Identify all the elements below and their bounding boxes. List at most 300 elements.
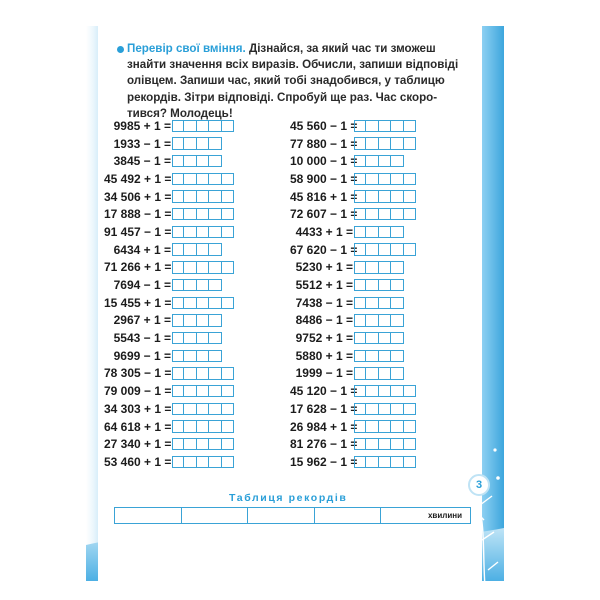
exercise-row — [290, 241, 416, 259]
answer-digit-box[interactable] — [197, 155, 209, 167]
answer-digit-box[interactable] — [172, 456, 184, 468]
answer-digit-box[interactable] — [404, 438, 416, 450]
answer-boxes — [354, 120, 416, 132]
answer-digit-box[interactable] — [222, 403, 234, 415]
answer-boxes — [172, 314, 222, 326]
answer-boxes — [354, 208, 416, 220]
answer-boxes — [354, 456, 416, 468]
answer-digit-box[interactable] — [379, 456, 391, 468]
exercise-row — [290, 276, 416, 294]
answer-digit-box[interactable] — [172, 279, 184, 291]
answer-digit-box[interactable] — [404, 137, 416, 149]
answer-digit-box[interactable] — [379, 243, 391, 255]
answer-digit-box[interactable] — [172, 385, 184, 397]
answer-digit-box[interactable] — [366, 297, 378, 309]
answer-boxes — [354, 173, 416, 185]
exercise-row — [290, 329, 416, 347]
answer-boxes — [172, 438, 234, 450]
answer-boxes — [172, 243, 222, 255]
answer-digit-box[interactable] — [222, 385, 234, 397]
answer-digit-box[interactable] — [222, 420, 234, 432]
answer-digit-box[interactable] — [184, 297, 196, 309]
expression: 15 455 + 1 = — [104, 295, 172, 310]
answer-digit-box[interactable] — [197, 385, 209, 397]
expression: 64 618 + 1 = — [104, 419, 172, 434]
expression: 71 266 + 1 = — [104, 260, 172, 275]
answer-digit-box[interactable] — [379, 261, 391, 273]
answer-digit-box[interactable] — [209, 279, 221, 291]
exercise-row — [290, 294, 416, 312]
answer-boxes — [172, 332, 222, 344]
answer-digit-box[interactable] — [354, 190, 366, 202]
expression: 79 009 − 1 = — [104, 384, 172, 399]
answer-boxes — [172, 208, 234, 220]
answer-digit-box[interactable] — [184, 173, 196, 185]
answer-digit-box[interactable] — [391, 385, 403, 397]
exercise-row — [290, 347, 416, 365]
answer-digit-box[interactable] — [379, 208, 391, 220]
expression: 78 305 − 1 = — [104, 366, 172, 381]
answer-digit-box[interactable] — [222, 208, 234, 220]
record-cell[interactable] — [115, 508, 182, 523]
answer-digit-box[interactable] — [366, 190, 378, 202]
answer-digit-box[interactable] — [172, 137, 184, 149]
answer-digit-box[interactable] — [404, 243, 416, 255]
exercise-row — [290, 223, 416, 241]
answer-digit-box[interactable] — [172, 314, 184, 326]
expression: 34 506 + 1 = — [104, 189, 172, 204]
answer-digit-box[interactable] — [184, 137, 196, 149]
answer-digit-box[interactable] — [366, 208, 378, 220]
answer-digit-box[interactable] — [197, 120, 209, 132]
answer-boxes — [354, 420, 416, 432]
instruction-line-5: тився? Молодець! — [127, 106, 233, 120]
expression: 9752 + 1 = — [295, 331, 353, 346]
answer-digit-box[interactable] — [354, 120, 366, 132]
answer-digit-box[interactable] — [366, 420, 378, 432]
answer-digit-box[interactable] — [222, 190, 234, 202]
answer-digit-box[interactable] — [184, 120, 196, 132]
answer-digit-box[interactable] — [172, 420, 184, 432]
answer-digit-box[interactable] — [366, 403, 378, 415]
record-cell-minutes[interactable] — [381, 508, 470, 523]
answer-digit-box[interactable] — [366, 173, 378, 185]
record-cell[interactable] — [182, 508, 249, 523]
answer-digit-box[interactable] — [197, 403, 209, 415]
answer-digit-box[interactable] — [184, 420, 196, 432]
answer-digit-box[interactable] — [184, 456, 196, 468]
answer-digit-box[interactable] — [354, 456, 366, 468]
exercise-row — [104, 312, 234, 330]
answer-digit-box[interactable] — [209, 261, 221, 273]
answer-digit-box[interactable] — [197, 456, 209, 468]
answer-digit-box[interactable] — [366, 155, 378, 167]
expression: 45 816 + 1 = — [290, 189, 358, 204]
answer-digit-box[interactable] — [184, 190, 196, 202]
answer-digit-box[interactable] — [354, 226, 366, 238]
exercise-row — [290, 117, 416, 135]
answer-digit-box[interactable] — [391, 367, 403, 379]
answer-digit-box[interactable] — [354, 350, 366, 362]
task-instructions — [115, 41, 482, 122]
answer-digit-box[interactable] — [172, 120, 184, 132]
answer-digit-box[interactable] — [379, 297, 391, 309]
answer-digit-box[interactable] — [354, 208, 366, 220]
answer-digit-box[interactable] — [197, 226, 209, 238]
record-cell[interactable] — [315, 508, 382, 523]
answer-digit-box[interactable] — [184, 279, 196, 291]
answer-digit-box[interactable] — [379, 403, 391, 415]
exercise-row — [104, 365, 234, 383]
expression: 45 120 − 1 = — [290, 384, 358, 399]
answer-digit-box[interactable] — [222, 456, 234, 468]
exercise-row — [290, 152, 416, 170]
answer-digit-box[interactable] — [354, 403, 366, 415]
exercise-row — [290, 170, 416, 188]
answer-digit-box[interactable] — [379, 120, 391, 132]
answer-boxes — [354, 243, 416, 255]
answer-digit-box[interactable] — [379, 279, 391, 291]
answer-digit-box[interactable] — [404, 120, 416, 132]
expression: 91 457 − 1 = — [104, 224, 172, 239]
exercise-row — [104, 453, 234, 471]
answer-boxes — [354, 385, 416, 397]
exercise-row — [104, 223, 234, 241]
answer-digit-box[interactable] — [366, 350, 378, 362]
answer-digit-box[interactable] — [354, 279, 366, 291]
answer-digit-box[interactable] — [379, 173, 391, 185]
answer-digit-box[interactable] — [391, 438, 403, 450]
answer-digit-box[interactable] — [209, 120, 221, 132]
answer-digit-box[interactable] — [197, 367, 209, 379]
answer-digit-box[interactable] — [172, 173, 184, 185]
answer-digit-box[interactable] — [354, 438, 366, 450]
answer-digit-box[interactable] — [209, 456, 221, 468]
answer-digit-box[interactable] — [404, 456, 416, 468]
expression: 3845 − 1 = — [113, 154, 171, 169]
answer-digit-box[interactable] — [209, 385, 221, 397]
answer-digit-box[interactable] — [354, 420, 366, 432]
answer-digit-box[interactable] — [391, 456, 403, 468]
answer-digit-box[interactable] — [366, 456, 378, 468]
answer-digit-box[interactable] — [404, 420, 416, 432]
answer-digit-box[interactable] — [404, 385, 416, 397]
answer-digit-box[interactable] — [222, 297, 234, 309]
answer-boxes — [172, 403, 234, 415]
answer-digit-box[interactable] — [354, 297, 366, 309]
answer-digit-box[interactable] — [366, 279, 378, 291]
answer-digit-box[interactable] — [172, 208, 184, 220]
answer-digit-box[interactable] — [354, 155, 366, 167]
answer-digit-box[interactable] — [354, 314, 366, 326]
answer-digit-box[interactable] — [172, 155, 184, 167]
right-margin-band — [482, 26, 504, 581]
answer-digit-box[interactable] — [184, 385, 196, 397]
expression: 27 340 + 1 = — [104, 437, 172, 452]
answer-digit-box[interactable] — [184, 314, 196, 326]
answer-digit-box[interactable] — [209, 332, 221, 344]
answer-digit-box[interactable] — [391, 314, 403, 326]
answer-digit-box[interactable] — [209, 420, 221, 432]
answer-digit-box[interactable] — [391, 155, 403, 167]
instruction-line-4: рекордів. Зітри відповіді. Спробуй ще раз. Час скоро- — [127, 90, 438, 104]
answer-digit-box[interactable] — [209, 190, 221, 202]
answer-boxes — [172, 456, 234, 468]
answer-digit-box[interactable] — [366, 243, 378, 255]
answer-boxes — [172, 297, 234, 309]
answer-digit-box[interactable] — [184, 226, 196, 238]
answer-digit-box[interactable] — [197, 279, 209, 291]
exercise-row — [104, 117, 234, 135]
answer-digit-box[interactable] — [172, 243, 184, 255]
answer-digit-box[interactable] — [379, 385, 391, 397]
answer-digit-box[interactable] — [391, 243, 403, 255]
answer-boxes — [172, 350, 222, 362]
task-title: Перевір свої вміння. — [127, 42, 246, 55]
answer-digit-box[interactable] — [366, 438, 378, 450]
expression: 77 880 − 1 = — [290, 136, 358, 151]
answer-digit-box[interactable] — [379, 332, 391, 344]
answer-digit-box[interactable] — [209, 173, 221, 185]
exercise-row — [290, 205, 416, 223]
answer-digit-box[interactable] — [209, 367, 221, 379]
answer-digit-box[interactable] — [379, 155, 391, 167]
answer-boxes — [354, 438, 416, 450]
answer-boxes — [354, 226, 404, 238]
answer-digit-box[interactable] — [184, 367, 196, 379]
answer-digit-box[interactable] — [209, 403, 221, 415]
answer-digit-box[interactable] — [197, 420, 209, 432]
answer-boxes — [354, 350, 404, 362]
answer-digit-box[interactable] — [197, 332, 209, 344]
instruction-line-2: знайти значення всіх виразів. Обчисли, запиши відповіді — [127, 58, 459, 72]
answer-digit-box[interactable] — [379, 137, 391, 149]
answer-boxes — [172, 226, 234, 238]
answer-digit-box[interactable] — [209, 208, 221, 220]
answer-digit-box[interactable] — [197, 190, 209, 202]
answer-digit-box[interactable] — [354, 261, 366, 273]
answer-digit-box[interactable] — [197, 350, 209, 362]
answer-digit-box[interactable] — [222, 438, 234, 450]
instruction-text-1: Дізнайся, за який час ти зможеш — [248, 42, 436, 55]
answer-digit-box[interactable] — [184, 261, 196, 273]
answer-boxes — [172, 385, 234, 397]
answer-boxes — [354, 314, 404, 326]
expression: 45 492 + 1 = — [104, 171, 172, 186]
answer-digit-box[interactable] — [391, 173, 403, 185]
exercise-row — [290, 259, 416, 277]
answer-digit-box[interactable] — [184, 438, 196, 450]
answer-digit-box[interactable] — [197, 261, 209, 273]
answer-digit-box[interactable] — [366, 261, 378, 273]
answer-digit-box[interactable] — [197, 297, 209, 309]
answer-digit-box[interactable] — [354, 385, 366, 397]
expression: 7694 − 1 = — [113, 278, 171, 293]
answer-digit-box[interactable] — [172, 403, 184, 415]
answer-boxes — [172, 120, 234, 132]
answer-digit-box[interactable] — [197, 438, 209, 450]
answer-digit-box[interactable] — [172, 261, 184, 273]
answer-boxes — [172, 137, 222, 149]
expression: 34 303 + 1 = — [104, 401, 172, 416]
exercise-row — [104, 188, 234, 206]
answer-boxes — [172, 173, 234, 185]
answer-digit-box[interactable] — [222, 226, 234, 238]
answer-digit-box[interactable] — [404, 208, 416, 220]
expression: 5543 − 1 = — [113, 331, 171, 346]
answer-digit-box[interactable] — [379, 350, 391, 362]
exercise-row — [104, 276, 234, 294]
expression: 53 460 + 1 = — [104, 454, 172, 469]
answer-digit-box[interactable] — [172, 367, 184, 379]
answer-digit-box[interactable] — [366, 137, 378, 149]
right-exercise-column — [290, 117, 416, 471]
answer-boxes — [354, 332, 404, 344]
answer-digit-box[interactable] — [209, 438, 221, 450]
expression: 7438 − 1 = — [295, 295, 353, 310]
answer-boxes — [354, 155, 404, 167]
expression: 9699 − 1 = — [113, 348, 171, 363]
answer-digit-box[interactable] — [197, 243, 209, 255]
answer-digit-box[interactable] — [354, 243, 366, 255]
answer-digit-box[interactable] — [379, 438, 391, 450]
answer-digit-box[interactable] — [366, 120, 378, 132]
answer-digit-box[interactable] — [172, 226, 184, 238]
answer-digit-box[interactable] — [366, 367, 378, 379]
answer-digit-box[interactable] — [209, 137, 221, 149]
expression: 15 962 − 1 = — [290, 454, 358, 469]
answer-digit-box[interactable] — [379, 367, 391, 379]
exercise-row — [104, 347, 234, 365]
answer-digit-box[interactable] — [209, 314, 221, 326]
answer-digit-box[interactable] — [366, 314, 378, 326]
expression: 26 984 + 1 = — [290, 419, 358, 434]
answer-boxes — [354, 297, 404, 309]
answer-digit-box[interactable] — [184, 350, 196, 362]
answer-digit-box[interactable] — [379, 226, 391, 238]
instruction-line-3: олівцем. Запиши час, який тобі знадобився, у таблицю — [127, 74, 445, 88]
answer-digit-box[interactable] — [184, 208, 196, 220]
exercise-row — [104, 241, 234, 259]
exercise-row — [104, 205, 234, 223]
answer-digit-box[interactable] — [222, 120, 234, 132]
expression: 9985 + 1 = — [113, 118, 171, 133]
answer-digit-box[interactable] — [172, 350, 184, 362]
answer-digit-box[interactable] — [197, 137, 209, 149]
answer-boxes — [354, 261, 404, 273]
expression: 5230 + 1 = — [295, 260, 353, 275]
answer-digit-box[interactable] — [184, 403, 196, 415]
exercise-row — [290, 453, 416, 471]
answer-digit-box[interactable] — [184, 243, 196, 255]
expression: 67 620 − 1 = — [290, 242, 358, 257]
answer-digit-box[interactable] — [404, 403, 416, 415]
expression: 1999 − 1 = — [295, 366, 353, 381]
answer-digit-box[interactable] — [391, 226, 403, 238]
expression: 6434 + 1 = — [113, 242, 171, 257]
exercise-row — [104, 259, 234, 277]
answer-digit-box[interactable] — [391, 403, 403, 415]
answer-digit-box[interactable] — [354, 173, 366, 185]
answer-digit-box[interactable] — [197, 208, 209, 220]
answer-digit-box[interactable] — [172, 332, 184, 344]
exercise-row — [290, 435, 416, 453]
answer-digit-box[interactable] — [379, 420, 391, 432]
exercise-row — [290, 365, 416, 383]
exercise-row — [290, 188, 416, 206]
answer-digit-box[interactable] — [391, 261, 403, 273]
answer-digit-box[interactable] — [209, 350, 221, 362]
answer-digit-box[interactable] — [209, 155, 221, 167]
expression: 81 276 − 1 = — [290, 437, 358, 452]
exercise-row — [290, 312, 416, 330]
answer-digit-box[interactable] — [379, 314, 391, 326]
expression: 17 628 − 1 = — [290, 401, 358, 416]
answer-digit-box[interactable] — [197, 314, 209, 326]
answer-digit-box[interactable] — [366, 385, 378, 397]
answer-digit-box[interactable] — [197, 173, 209, 185]
answer-digit-box[interactable] — [354, 367, 366, 379]
answer-digit-box[interactable] — [391, 332, 403, 344]
exercise-row — [104, 435, 234, 453]
answer-digit-box[interactable] — [172, 438, 184, 450]
answer-digit-box[interactable] — [209, 226, 221, 238]
answer-digit-box[interactable] — [391, 350, 403, 362]
record-cell[interactable] — [248, 508, 315, 523]
expression: 58 900 − 1 = — [290, 171, 358, 186]
answer-digit-box[interactable] — [391, 297, 403, 309]
answer-boxes — [172, 261, 234, 273]
answer-digit-box[interactable] — [184, 155, 196, 167]
expression: 8486 − 1 = — [295, 313, 353, 328]
answer-digit-box[interactable] — [172, 190, 184, 202]
answer-digit-box[interactable] — [354, 332, 366, 344]
answer-digit-box[interactable] — [404, 190, 416, 202]
answer-digit-box[interactable] — [366, 226, 378, 238]
answer-digit-box[interactable] — [172, 297, 184, 309]
answer-digit-box[interactable] — [391, 137, 403, 149]
answer-digit-box[interactable] — [391, 208, 403, 220]
answer-digit-box[interactable] — [222, 261, 234, 273]
answer-digit-box[interactable] — [391, 279, 403, 291]
answer-digit-box[interactable] — [391, 420, 403, 432]
expression: 10 000 − 1 = — [290, 154, 358, 169]
answer-digit-box[interactable] — [391, 120, 403, 132]
answer-boxes — [354, 190, 416, 202]
exercise-row — [104, 329, 234, 347]
expression: 5512 + 1 = — [295, 278, 353, 293]
records-table — [114, 507, 471, 524]
answer-digit-box[interactable] — [222, 173, 234, 185]
answer-digit-box[interactable] — [354, 137, 366, 149]
answer-boxes — [172, 279, 222, 291]
exercise-row — [104, 400, 234, 418]
expression: 5880 + 1 = — [295, 348, 353, 363]
answer-digit-box[interactable] — [404, 173, 416, 185]
answer-digit-box[interactable] — [366, 332, 378, 344]
answer-digit-box[interactable] — [209, 297, 221, 309]
answer-digit-box[interactable] — [209, 243, 221, 255]
answer-digit-box[interactable] — [222, 367, 234, 379]
answer-boxes — [354, 403, 416, 415]
answer-digit-box[interactable] — [379, 190, 391, 202]
exercise-row — [290, 382, 416, 400]
exercise-row — [104, 294, 234, 312]
page-number: 3 — [468, 474, 490, 496]
answer-boxes — [354, 279, 404, 291]
answer-digit-box[interactable] — [391, 190, 403, 202]
answer-digit-box[interactable] — [184, 332, 196, 344]
